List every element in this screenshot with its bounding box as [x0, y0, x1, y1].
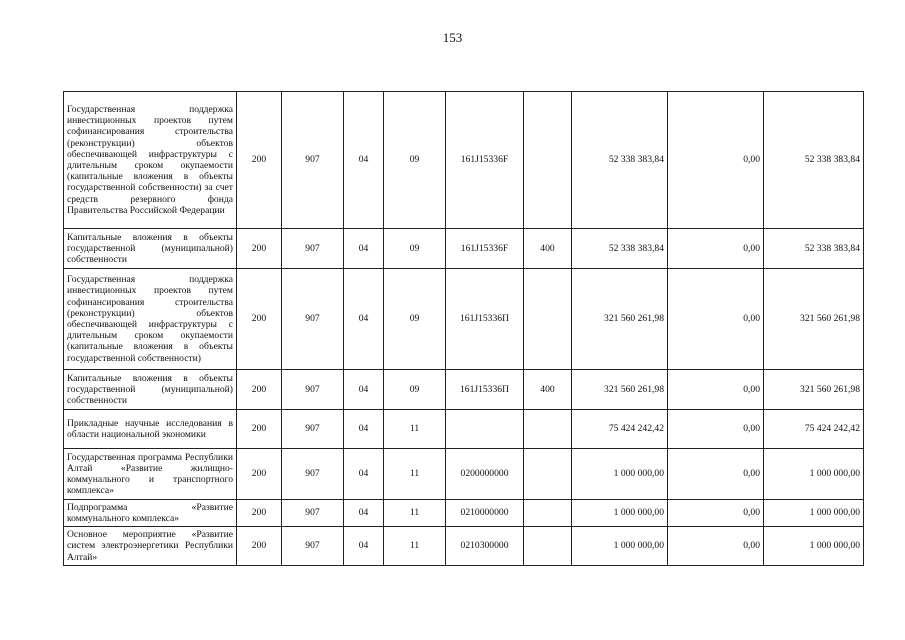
code-cell: 907 [282, 449, 344, 500]
amount-cell: 0,00 [668, 370, 764, 410]
code-cell: 04 [344, 269, 384, 370]
code-cell: 04 [344, 449, 384, 500]
code-cell [524, 410, 572, 449]
code-cell: 161J15336F [446, 229, 524, 269]
code-cell: 0200000000 [446, 449, 524, 500]
code-cell: 200 [237, 500, 282, 527]
code-cell: 907 [282, 92, 344, 229]
amount-cell: 75 424 242,42 [572, 410, 668, 449]
amount-cell: 1 000 000,00 [572, 500, 668, 527]
table-row [64, 500, 864, 527]
code-cell: 907 [282, 500, 344, 527]
code-cell: 161J15336П [446, 370, 524, 410]
code-cell: 200 [237, 370, 282, 410]
table-row [64, 410, 864, 449]
amount-cell: 321 560 261,98 [572, 370, 668, 410]
amount-cell: 52 338 383,84 [572, 92, 668, 229]
amount-cell: 321 560 261,98 [764, 269, 864, 370]
amount-cell: 0,00 [668, 229, 764, 269]
amount-cell: 0,00 [668, 269, 764, 370]
amount-cell: 1 000 000,00 [572, 527, 668, 566]
amount-cell: 321 560 261,98 [572, 269, 668, 370]
code-cell: 200 [237, 92, 282, 229]
row-name: Государственная программа Республики Алтай «Развитие жилищно-коммунального и транспортного комплекса» [64, 449, 237, 500]
row-name: Подпрограмма «Развитие коммунального комплекса» [64, 500, 237, 527]
code-cell: 11 [384, 500, 446, 527]
table-row [64, 527, 864, 566]
code-cell [446, 410, 524, 449]
code-cell: 04 [344, 229, 384, 269]
amount-cell: 0,00 [668, 527, 764, 566]
code-cell: 04 [344, 410, 384, 449]
budget-table [63, 91, 864, 566]
code-cell: 0210300000 [446, 527, 524, 566]
amount-cell: 0,00 [668, 449, 764, 500]
code-cell: 09 [384, 269, 446, 370]
code-cell: 907 [282, 269, 344, 370]
amount-cell: 321 560 261,98 [764, 370, 864, 410]
code-cell [524, 500, 572, 527]
code-cell: 09 [384, 229, 446, 269]
code-cell: 907 [282, 370, 344, 410]
amount-cell: 1 000 000,00 [764, 449, 864, 500]
amount-cell: 75 424 242,42 [764, 410, 864, 449]
amount-cell: 52 338 383,84 [764, 92, 864, 229]
amount-cell: 1 000 000,00 [764, 527, 864, 566]
amount-cell: 52 338 383,84 [764, 229, 864, 269]
table-row [64, 370, 864, 410]
code-cell: 200 [237, 449, 282, 500]
code-cell [524, 527, 572, 566]
table-row [64, 92, 864, 229]
table-row [64, 269, 864, 370]
row-name: Государственная поддержка инвестиционных проектов путем софинансирования строительства (реконструкции) объектов обеспечивающей инфраструктуры с длительным сроком окупаемости (капитальные вложения в объекты государственной собственности) [64, 269, 237, 370]
code-cell: 09 [384, 92, 446, 229]
amount-cell: 0,00 [668, 92, 764, 229]
code-cell: 907 [282, 229, 344, 269]
table-row [64, 449, 864, 500]
code-cell [524, 92, 572, 229]
code-cell: 11 [384, 527, 446, 566]
code-cell: 161J15336П [446, 269, 524, 370]
amount-cell: 52 338 383,84 [572, 229, 668, 269]
code-cell: 200 [237, 410, 282, 449]
code-cell: 200 [237, 527, 282, 566]
table-row [64, 229, 864, 269]
code-cell [524, 449, 572, 500]
amount-cell: 1 000 000,00 [764, 500, 864, 527]
code-cell [524, 269, 572, 370]
amount-cell: 0,00 [668, 410, 764, 449]
code-cell: 0210000000 [446, 500, 524, 527]
row-name: Капитальные вложения в объекты государственной (муниципальной) собственности [64, 229, 237, 269]
code-cell: 200 [237, 269, 282, 370]
row-name: Основное мероприятие «Развитие систем электроэнергетики Республики Алтай» [64, 527, 237, 566]
code-cell: 11 [384, 410, 446, 449]
code-cell: 04 [344, 92, 384, 229]
code-cell: 04 [344, 500, 384, 527]
code-cell: 11 [384, 449, 446, 500]
row-name: Государственная поддержка инвестиционных проектов путем софинансирования строительства (реконструкции) объектов обеспечивающей инфраструктуры с длительным сроком окупаемости (капитальные вложения в объекты государственной собственности) за счет средств резервного фонда Правительства Российской Федерации [64, 92, 237, 229]
code-cell: 400 [524, 229, 572, 269]
code-cell: 04 [344, 527, 384, 566]
code-cell: 200 [237, 229, 282, 269]
code-cell: 400 [524, 370, 572, 410]
row-name: Прикладные научные исследования в области национальной экономики [64, 410, 237, 449]
row-name: Капитальные вложения в объекты государственной (муниципальной) собственности [64, 370, 237, 410]
amount-cell: 1 000 000,00 [572, 449, 668, 500]
code-cell: 04 [344, 370, 384, 410]
code-cell: 09 [384, 370, 446, 410]
code-cell: 907 [282, 410, 344, 449]
code-cell: 161J15336F [446, 92, 524, 229]
amount-cell: 0,00 [668, 500, 764, 527]
code-cell: 907 [282, 527, 344, 566]
page-number: 153 [442, 30, 463, 45]
